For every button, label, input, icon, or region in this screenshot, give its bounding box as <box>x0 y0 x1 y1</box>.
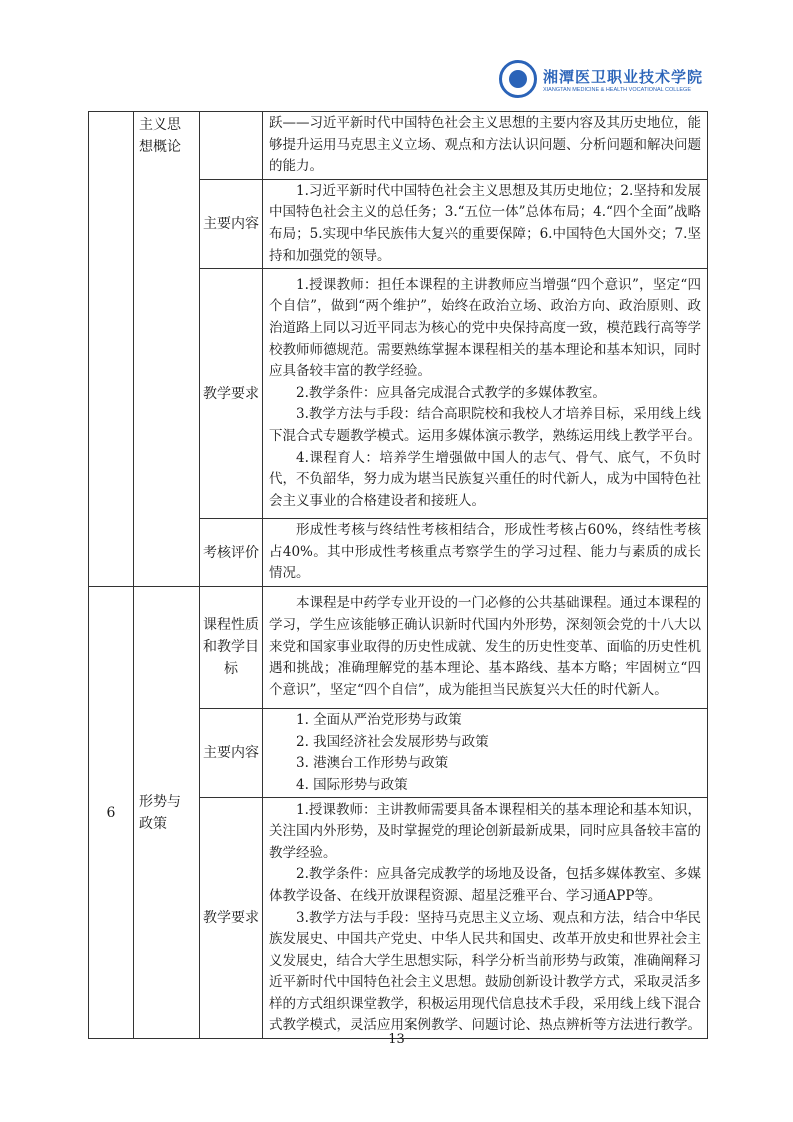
list-item: 4. 国际形势与政策 <box>296 776 408 793</box>
page-number: 13 <box>388 1032 405 1047</box>
course-requirements <box>263 269 708 519</box>
requirement-paragraph: 3.教学方法与手段：坚持马克思主义立场、观点和方法，结合中华民族发展史、中国共产党史、中华人民共和国史、改革开放史和世界社会主义发展史，结合大学生思想实际，科学分析当前形势与政策，准确阐释习近平新时代中国特色社会主义思想。鼓励创新设计教学方式，采取灵活多样的方式组织课堂教学，积极运用现代信息技术手段，采用线上线下混合式教学模式，灵活应用案例教学、问题讨论、热点辨析等方法进行教学。 <box>269 909 701 1034</box>
requirement-paragraph: 2.教学条件：应具备完成教学的场地及设备，包括多媒体教室、多媒体教学设备、在线开放课程资源、超星泛雅平台、学习通APP等。 <box>269 866 701 904</box>
table-row <box>89 112 708 180</box>
requirement-paragraph: 3.教学方法与手段：结合高职院校和我校人才培养目标，采用线上线下混合式专题教学模式。运用多媒体演示教学，熟练运用线上教学平台。 <box>269 406 701 445</box>
course-evaluation: 形成性考核与终结性考核相结合，形成性考核占60%，终结性考核占40%。其中形成性考核重点考察学生的学习过程、能力与素质的成长情况。 <box>263 519 708 587</box>
row-label-content: 主要内容 <box>200 179 263 268</box>
requirement-paragraph: 4.课程育人：培养学生增强做中国人的志气、骨气、底气，不负时代，不负韶华，努力成为堪当民族复兴重任的时代新人，成为中国特色社会主义事业的合格建设者和接班人。 <box>269 449 701 509</box>
school-name <box>543 66 703 93</box>
table-row <box>89 586 708 708</box>
course-goal-text: 本课程是中药学专业开设的一门必修的公共基础课程。通过本课程的学习，学生应该能够正确认识新时代国内外形势，深刻领会党的十八大以来党和国家事业取得的历史性成就、发生的历史性变革、面临的历史性机遇和挑战；准确理解党的基本理论、基本路线、基本方略；牢固树立“四个意识”，坚定“四个自信”，成为能担当民族复兴大任的时代新人。 <box>263 586 708 708</box>
course-name-cell: 形势与政策 <box>134 586 200 1038</box>
course-number-cell: 6 <box>89 586 134 1038</box>
row-label-content: 主要内容 <box>200 708 263 797</box>
school-name-cn: 湘潭医卫职业技术学院 <box>542 67 703 86</box>
course-goal-continued: 跃——习近平新时代中国特色社会主义思想的主要内容及其历史地位，能够提升运用马克思主义立场、观点和方法认识问题、分析问题和解决问题的能力。 <box>263 112 708 180</box>
row-label-evaluation: 考核评价 <box>200 519 263 587</box>
school-logo-icon <box>499 60 537 98</box>
row-label-requirements: 教学要求 <box>200 269 263 519</box>
requirement-paragraph: 2.教学条件：应具备完成混合式教学的多媒体教室。 <box>296 384 606 401</box>
row-label-goal: 课程性质和教学目标 <box>200 586 263 708</box>
row-label-empty <box>200 112 263 180</box>
school-header <box>499 60 703 98</box>
curriculum-table <box>88 111 708 1039</box>
course-name-cell: 主义思想概论 <box>134 112 200 587</box>
requirement-paragraph: 1.授课教师：主讲教师需要具备本课程相关的基本理论和基本知识，关注国内外形势，及时掌握党的理论创新最新成果，同时应具备较丰富的教学经验。 <box>269 801 701 861</box>
course-content-list <box>263 708 708 797</box>
requirement-paragraph: 1.授课教师：担任本课程的主讲教师应当增强“四个意识”，坚定“四个自信”，做到“两个维护”，始终在政治立场、政治方向、政治原则、政治道路上同以习近平同志为核心的党中央保持高度一致，模范践行高等学校教师师德规范。需要熟练掌握本课程相关的基本理论和基本知识，同时应具备较丰富的教学经验。 <box>269 276 701 380</box>
course-content-text: 1.习近平新时代中国特色社会主义思想及其历史地位；2.坚持和发展中国特色社会主义的总任务；3.“五位一体”总体布局；4.“四个全面”战略布局；5.实现中华民族伟大复兴的重要保障；6.中国特色大国外交；7.坚持和加强党的领导。 <box>263 179 708 268</box>
list-item: 2. 我国经济社会发展形势与政策 <box>296 733 489 750</box>
course-number-cell <box>89 112 134 587</box>
list-item: 3. 港澳台工作形势与政策 <box>296 755 449 772</box>
list-item: 1. 全面从严治党形势与政策 <box>296 711 462 728</box>
row-label-requirements: 教学要求 <box>200 798 263 1039</box>
school-name-en: XIANGTAN MEDICINE & HEALTH VOCATIONAL COLLEGE <box>542 86 692 93</box>
course-requirements <box>263 798 708 1039</box>
